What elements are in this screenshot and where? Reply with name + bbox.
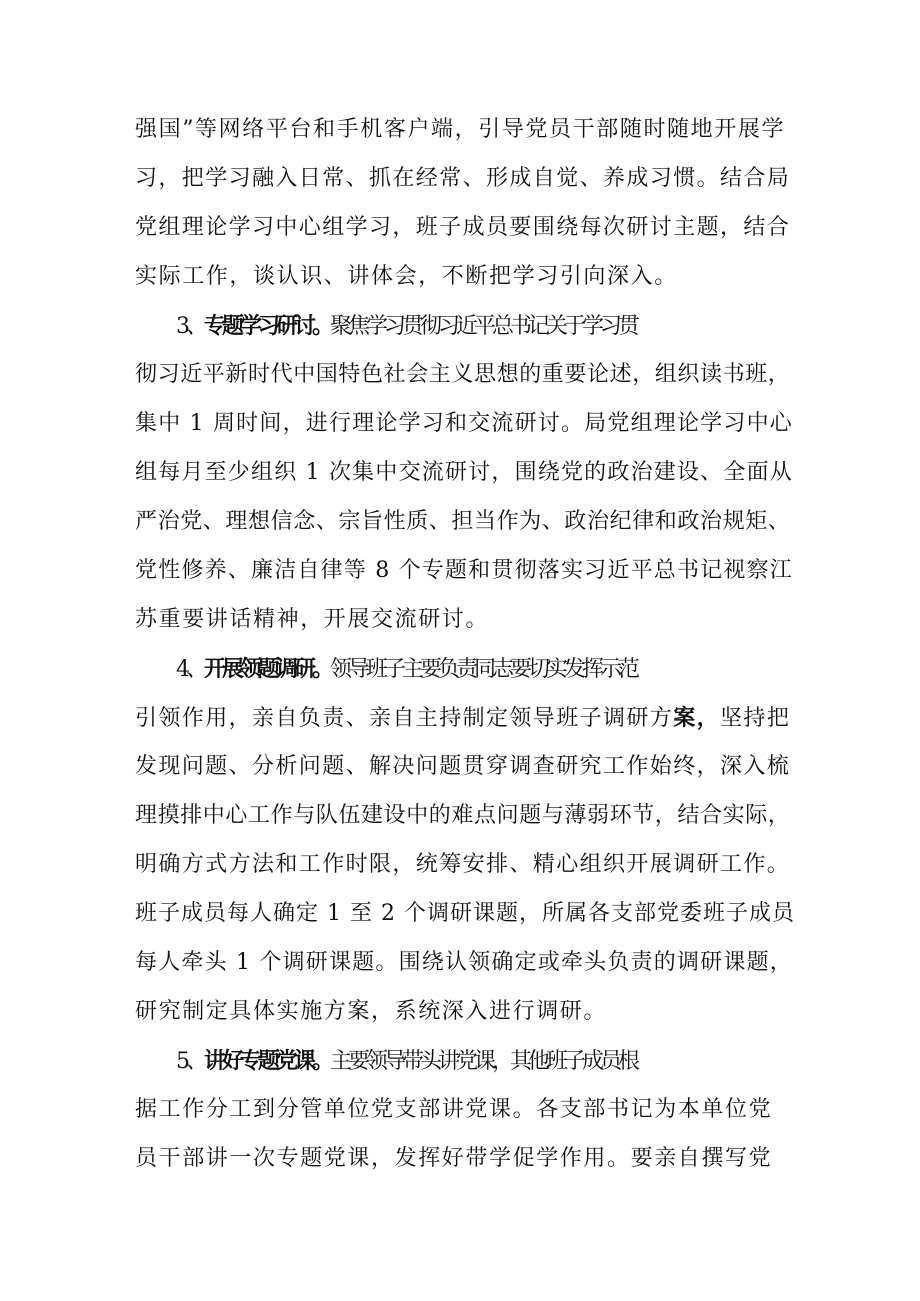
text-line [135, 115, 795, 145]
text-line [135, 262, 795, 292]
text-line [135, 556, 795, 586]
text-run: 苏重要讲话精神，开展交流研讨。 [135, 607, 490, 632]
text-line [135, 360, 795, 390]
text-line [135, 164, 795, 194]
item-heading: 讲好专题党课。 [204, 1048, 331, 1074]
text-line [135, 948, 795, 978]
text-run: 理摸排中心工作与队伍建设中的难点问题与薄弱环节，结合实际， [135, 803, 791, 828]
text-run: 班子成员每人确定 1 至 2 个调研课题，所属各支部党委班子成员 [135, 901, 795, 926]
text-line [135, 850, 795, 880]
text-run: 党组理论学习中心组学习，班子成员要围绕每次研讨主题，结合 [135, 215, 791, 240]
text-run: 领导班子主要负责同志要切实发挥示范 [330, 657, 637, 682]
text-run: 研究制定具体实施方案，系统深入进行调研。 [135, 999, 608, 1024]
text-run: 坚持把 [720, 706, 791, 731]
item-heading: 专题学习研讨。 [204, 313, 331, 339]
item-number: 5、 [176, 1049, 204, 1074]
text-run: 员干部讲一次专题党课，发挥好带学促学作用。要亲自撰写党 [135, 1146, 773, 1171]
text-run: 实际工作，谈认识、讲体会，不断把学习引向深入。 [135, 264, 678, 289]
text-line [135, 507, 795, 537]
item-heading: 开展领题调研。 [204, 656, 331, 682]
text-line [135, 458, 795, 488]
text-line [135, 1144, 795, 1174]
text-line [135, 1095, 795, 1125]
text-line [135, 605, 795, 635]
paragraph-heading-line [176, 1046, 836, 1077]
text-run: 发现问题、分析问题、解决问题贯穿调查研究工作始终，深入梳 [135, 754, 791, 779]
text-run: 聚焦学习贯彻习近平总书记关于学习贯 [330, 314, 637, 339]
text-run: 组每月至少组织 1 次集中交流研讨，围绕党的政治建设、全面从 [135, 460, 793, 485]
text-line [135, 997, 795, 1027]
text-run: 彻习近平新时代中国特色社会主义思想的重要论述，组织读书班， [135, 362, 791, 387]
paragraph-heading-line [176, 654, 836, 685]
text-run: 明确方式方法和工作时限，统筹安排、精心组织开展调研工作。 [135, 852, 791, 877]
text-run: 严治党、理想信念、宗旨性质、担当作为、政治纪律和政治规矩、 [135, 509, 791, 534]
text-line [135, 899, 795, 929]
bold-text-run: 案， [673, 705, 721, 731]
text-run: 党性修养、廉洁自律等 8 个专题和贯彻落实习近平总书记视察江 [135, 558, 793, 583]
text-run: 强国”等网络平台和手机客户端，引导党员干部随时随地开展学 [135, 117, 786, 142]
text-run: 每人牵头 1 个调研课题。围绕认领确定或牵头负责的调研课题， [135, 950, 793, 975]
text-run: 习，把学习融入日常、抓在经常、形成自觉、养成习惯。结合局 [135, 166, 791, 191]
text-line [135, 409, 795, 439]
text-run: 引领作用，亲自负责、亲自主持制定领导班子调研方 [135, 706, 674, 731]
text-line [135, 213, 795, 243]
item-number: 3、 [176, 314, 204, 339]
text-line [135, 801, 795, 831]
text-run: 据工作分工到分管单位党支部讲党课。各支部书记为本单位党 [135, 1097, 773, 1122]
text-run: 主要领导带头讲党课，其他班子成员根 [330, 1049, 637, 1074]
text-line [135, 703, 795, 734]
paragraph-heading-line [176, 311, 836, 342]
item-number: 4、 [176, 657, 204, 682]
text-run: 集中 1 周时间，进行理论学习和交流研讨。局党组理论学习中心 [135, 411, 793, 436]
text-line [135, 752, 795, 782]
